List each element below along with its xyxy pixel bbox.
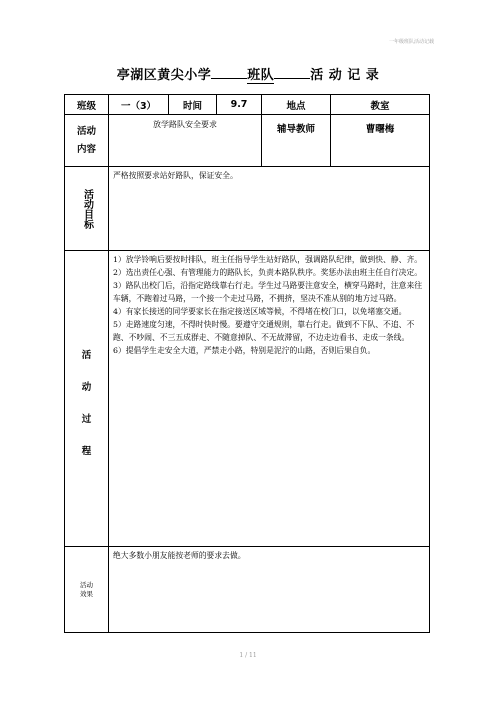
content-value: 放学路队安全要求: [109, 115, 262, 167]
time-label: 时间: [169, 95, 217, 115]
content-label: [65, 115, 109, 167]
place-value: 教室: [331, 95, 430, 115]
place-label: 地点: [262, 95, 331, 115]
process-text: [109, 251, 430, 547]
row-content: [65, 115, 430, 167]
page-number: 1 / 11: [239, 652, 257, 659]
class-label: 班级: [65, 95, 109, 115]
class-value: 一（3）: [109, 95, 169, 115]
goal-text: 严格按照要求站好路队，保证安全。: [109, 167, 430, 251]
goal-label: 活动目标: [81, 188, 93, 229]
title-blank-2: [274, 67, 310, 79]
process-item-1: 1）放学铃响后要按时排队，班主任指导学生站好路队，强调路队纪律，做到快、静、齐。: [113, 255, 423, 264]
process-item-4: 4）有家长接送的同学要家长在指定接送区域等候，不得堵在校门口，以免堵塞交通。: [113, 307, 407, 316]
row-effect: [65, 547, 430, 633]
effect-label: 活动效果: [80, 580, 93, 598]
process-label-3: 过: [81, 413, 92, 425]
goal-label-cell: [65, 167, 109, 251]
process-label-cell: [65, 251, 109, 547]
effect-label-cell: [65, 547, 109, 633]
process-label-2: 动: [81, 381, 92, 393]
title-school: 亭湖区黄尖小学: [116, 68, 212, 83]
title-class-label: 班队: [247, 68, 275, 83]
row-basic-info: [65, 95, 430, 115]
process-item-6: 6）提倡学生走安全大道，严禁走小路，特别是泥泞的山路，否则后果自负。: [113, 346, 376, 355]
content-label-line2: 内容: [76, 143, 96, 155]
record-table: [64, 94, 430, 633]
title-suffix: 活 动 记 录: [310, 68, 380, 83]
effect-text: 绝大多数小朋友能按老师的要求去做。: [109, 547, 430, 633]
process-label-1: 活: [81, 349, 92, 361]
content-label-line1: 活动: [76, 125, 96, 137]
row-goal: [65, 167, 430, 251]
title-blank-1: [211, 67, 247, 79]
process-item-3: 3）路队出校门后，沿指定路线靠右行走。学生过马路要注意安全，横穿马路时，注意来往车辆，不跑着过马路，一个接一个走过马路，不拥挤，坚决不准从别的地方过马路。: [113, 281, 423, 303]
teacher-value: 曹曙梅: [331, 115, 430, 167]
header-note: 一年级班队活动记载: [388, 39, 434, 45]
process-label-4: 程: [81, 445, 92, 457]
time-value: 9.7: [217, 95, 262, 115]
process-item-2: 2）选出责任心强、有管理能力的路队长，负责本路队秩序。奖惩办法由班主任自行决定。: [113, 268, 423, 277]
row-process: [65, 251, 430, 547]
process-item-5: 5）走路速度匀速，不得时快时慢。要遵守交通规则，靠右行走。做到不下队、不追、不跑、不吵闹、不三五成群走、不随意掉队、不无故滞留，不边走边看书、走成一条线。: [113, 320, 415, 342]
teacher-label: 辅导教师: [262, 115, 331, 167]
page-title: [0, 64, 496, 83]
